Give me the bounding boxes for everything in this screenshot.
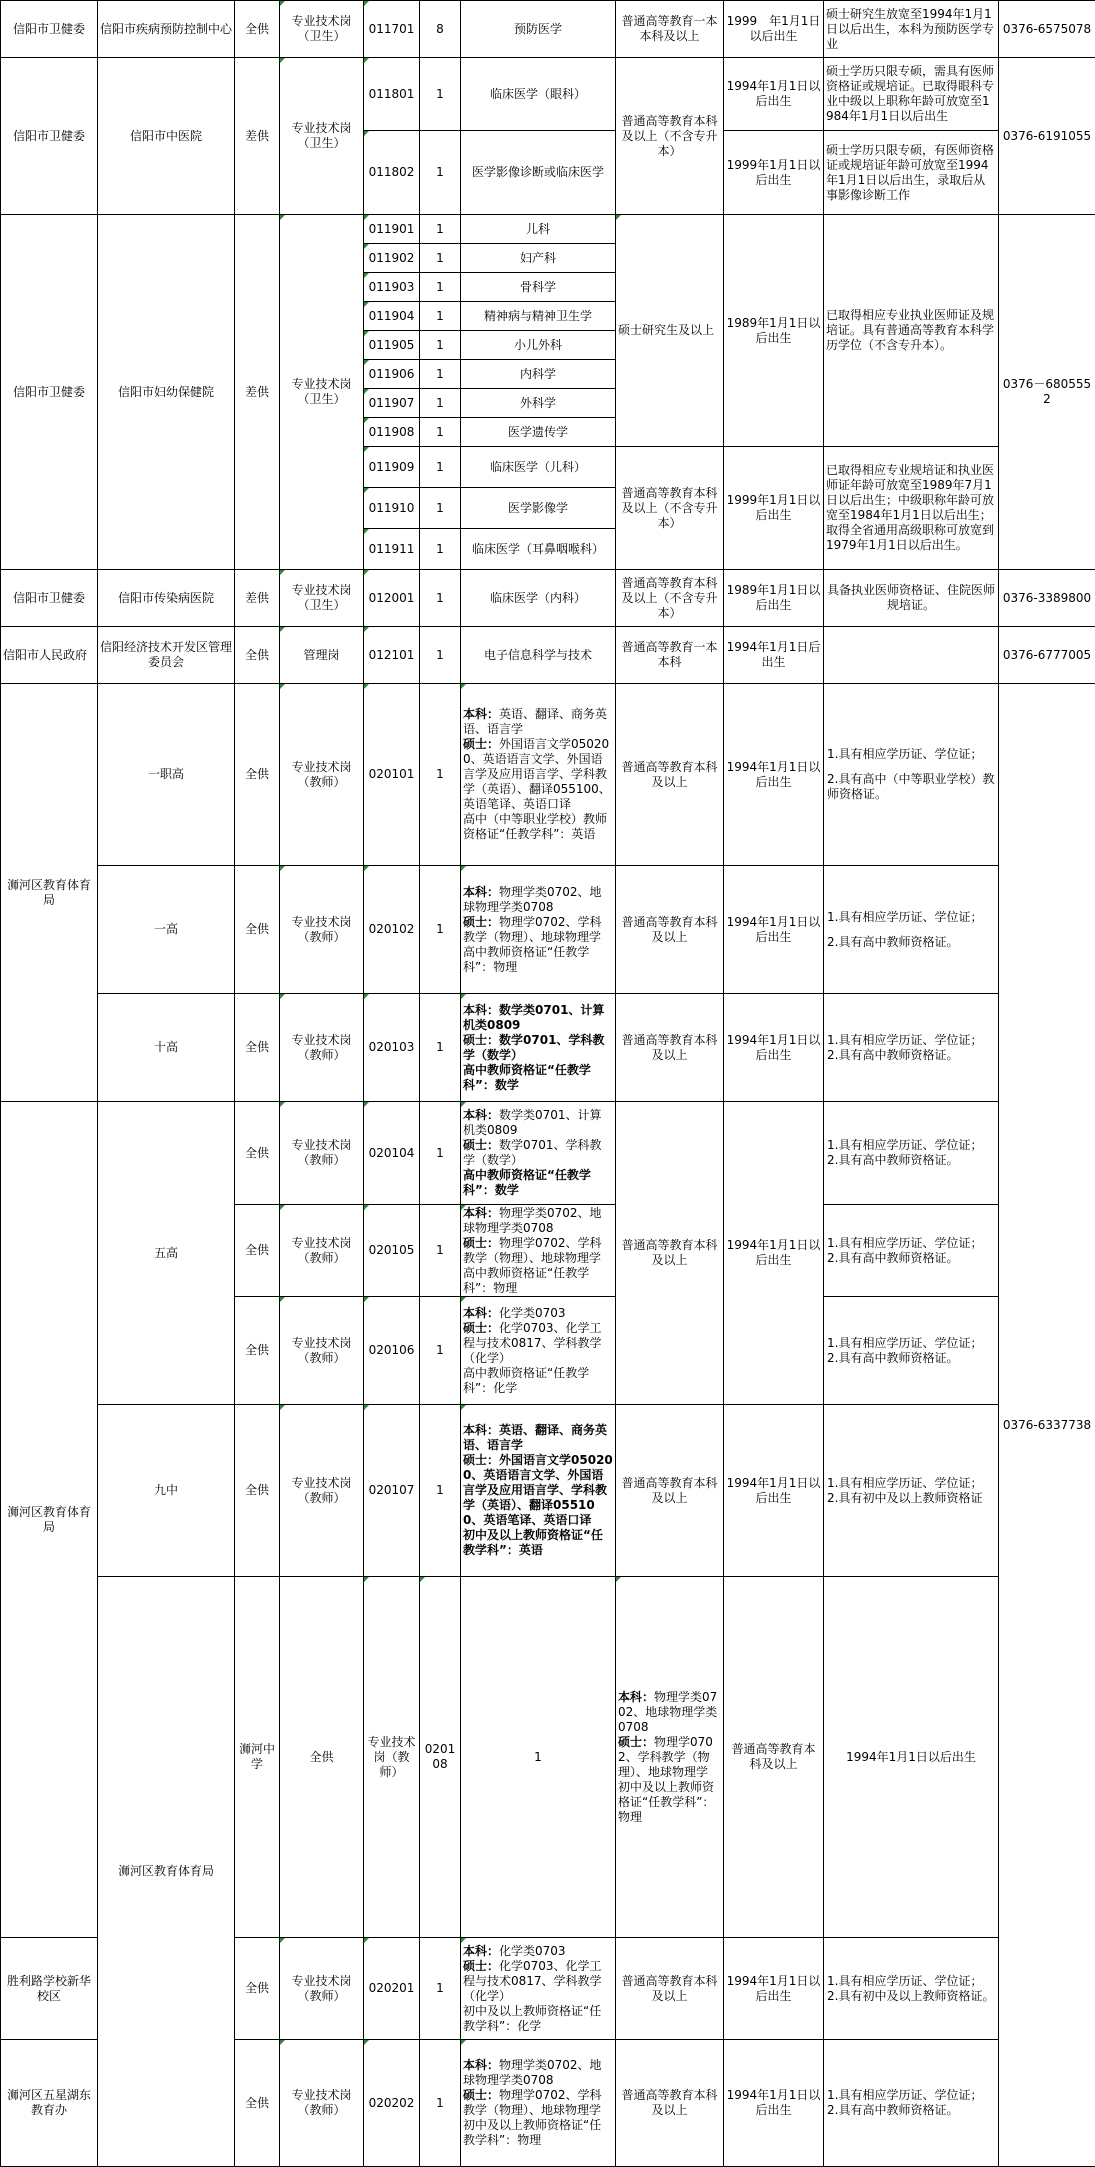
edu-cell: 普通高等教育本科及以上 [616, 1405, 724, 1577]
ss-text: 物理学0702、学科教学（物理）、地球物理学 [463, 1236, 602, 1265]
edu-cell: 普通高等教育一本本科 [616, 627, 724, 684]
req-cell: 硕士学历只限专硕，需具有医师资格证或规培证。已取得眼科专业中级以上职称年龄可放宽至1984年1月1日以后出生 [824, 58, 999, 131]
bk-text: 物理学类0702、地球物理学类0708 [618, 1690, 717, 1734]
tel-cell: 0376-6575078 [999, 1, 1095, 58]
cert-text: 高中（中等职业学校）教师资格证“任教学科”：英语 [463, 812, 607, 841]
bk-label: 本科： [463, 1423, 499, 1437]
req-line: 1.具有相应学历证、学位证； [827, 910, 995, 925]
ss-label: 硕士： [463, 1959, 499, 1973]
post-cell: 专业技术岗（教师） [280, 1102, 364, 1205]
edu-cell: 硕士研究生及以上 [616, 215, 724, 447]
req-cell: 已取得相应专业规培证和执业医师证年龄可放宽至1989年7月1日以后出生；中级职称年龄可放宽至1984年1月1日以后出生；取得全省通用高级职称可放宽到1979年1月1日以后出生。 [824, 447, 999, 570]
num-cell: 1 [420, 418, 461, 447]
age-cell: 1989年1月1日以后出生 [724, 570, 824, 627]
req-line: 2.具有高中教师资格证。 [827, 935, 995, 950]
num-cell: 1 [420, 1297, 461, 1405]
code-cell: 020201 [364, 1938, 420, 2040]
major-cell: 外科学 [461, 389, 616, 418]
req-cell [824, 684, 999, 866]
edu-cell: 普通高等教育本科及以上 [616, 2040, 724, 2167]
age-cell: 1999年1月1日以后出生 [724, 131, 824, 215]
table-row [1, 994, 1095, 1102]
dept-cell: 信阳市卫健委 [1, 570, 98, 627]
age-cell: 1994年1月1日以后出生 [724, 684, 824, 866]
edu-cell: 普通高等教育本科及以上（不含专升本） [616, 570, 724, 627]
tel-cell: 0376-6777005 [999, 627, 1095, 684]
req-line: 2.具有初中及以上教师资格证。 [827, 1989, 995, 2004]
cert-text: 初中及以上教师资格证“任教学科”：物理 [618, 1780, 714, 1824]
req-cell [824, 994, 999, 1102]
cert-text: 高中教师资格证“任教学科”：物理 [463, 1266, 589, 1295]
fund-cell: 差供 [235, 570, 280, 627]
major-cell: 妇产科 [461, 244, 616, 273]
major-cell: 医学影像学 [461, 488, 616, 529]
table-row [1, 215, 1095, 244]
unit-cell: 九中 [98, 1405, 235, 1577]
post-cell: 专业技术岗（教师） [280, 1405, 364, 1577]
bk-label: 本科： [463, 1003, 499, 1017]
ss-text: 外国语言文学050200、英语语言文学、外国语言学及应用语言学、学科教学（英语）、翻译055100、英语笔译、英语口译 [463, 1453, 613, 1527]
dept-cell: 浉河区教育体育局 [1, 684, 98, 1102]
ss-label: 硕士： [463, 2088, 499, 2102]
req-line: 1.具有相应学历证、学位证； [827, 1236, 995, 1251]
cert-text: 初中及以上教师资格证“任教学科”：物理 [463, 2118, 601, 2147]
req-line: 1.具有相应学历证、学位证； [827, 1974, 995, 1989]
fund-cell: 全供 [235, 627, 280, 684]
unit-cell: 浉河区五星湖东教育办 [1, 2040, 98, 2167]
num-cell: 1 [420, 273, 461, 302]
num-cell: 1 [420, 1938, 461, 2040]
req-line: 2.具有高中（中等职业学校）教师资格证。 [827, 772, 995, 802]
post-cell: 专业技术岗（教师） [280, 2040, 364, 2167]
post-cell: 专业技术岗（卫生） [280, 1, 364, 58]
post-cell: 管理岗 [280, 627, 364, 684]
major-cell [461, 1297, 616, 1405]
fund-cell: 全供 [235, 1938, 280, 2040]
major-cell: 小儿外科 [461, 331, 616, 360]
fund-cell: 差供 [235, 215, 280, 570]
tel-cell: 0376-6337738 [999, 684, 1095, 2167]
code-cell: 012001 [364, 570, 420, 627]
major-cell: 精神病与精神卫生学 [461, 302, 616, 331]
code-cell: 011902 [364, 244, 420, 273]
code-cell: 011907 [364, 389, 420, 418]
ss-text: 物理学0702、学科教学（物理）、地球物理学 [618, 1735, 713, 1779]
ss-label: 硕士： [463, 1138, 499, 1152]
ss-label: 硕士： [463, 1033, 499, 1047]
req-cell [824, 1297, 999, 1405]
post-cell: 专业技术岗（卫生） [280, 58, 364, 215]
code-cell: 011701 [364, 1, 420, 58]
req-line: 2.具有高中教师资格证。 [827, 1251, 995, 1266]
req-cell [824, 627, 999, 684]
post-cell: 专业技术岗（教师） [280, 1297, 364, 1405]
fund-cell: 全供 [235, 2040, 280, 2167]
bk-text: 英语、翻译、商务英语、语言学 [463, 1423, 607, 1452]
code-cell: 020108 [420, 1577, 461, 1938]
ss-label: 硕士： [463, 915, 499, 929]
fund-cell: 全供 [235, 684, 280, 866]
edu-cell: 普通高等教育本科及以上 [616, 684, 724, 866]
code-cell: 011801 [364, 58, 420, 131]
num-cell: 1 [461, 1577, 616, 1938]
req-line: 1.具有相应学历证、学位证； [827, 1476, 995, 1491]
ss-text: 物理学0702、学科教学（物理）、地球物理学 [463, 2088, 602, 2117]
age-cell: 1994年1月1日以后出生 [824, 1577, 999, 1938]
bk-text: 数学类0701、计算机类0809 [463, 1003, 604, 1032]
unit-cell: 胜利路学校新华校区 [1, 1938, 98, 2040]
req-cell [824, 866, 999, 994]
bk-label: 本科： [463, 707, 499, 721]
major-cell [461, 1102, 616, 1205]
age-cell: 1994年1月1日以后出生 [724, 1405, 824, 1577]
ss-label: 硕士： [463, 1321, 499, 1335]
unit-cell: 信阳市传染病医院 [98, 570, 235, 627]
code-cell: 011906 [364, 360, 420, 389]
num-cell: 1 [420, 131, 461, 215]
num-cell: 1 [420, 58, 461, 131]
req-cell [824, 1205, 999, 1297]
bk-label: 本科： [618, 1690, 654, 1704]
ss-text: 数学0701、学科教学（数学） [463, 1033, 604, 1062]
bk-label: 本科： [463, 1944, 499, 1958]
cert-text: 初中及以上教师资格证“任教学科”：英语 [463, 1528, 603, 1557]
table-row [1, 1102, 1095, 1205]
code-cell: 011910 [364, 488, 420, 529]
unit-cell: 一高 [98, 866, 235, 994]
code-cell: 011908 [364, 418, 420, 447]
major-cell [461, 994, 616, 1102]
num-cell: 1 [420, 627, 461, 684]
bk-text: 数学类0701、计算机类0809 [463, 1108, 602, 1137]
code-cell: 020102 [364, 866, 420, 994]
ss-text: 数学0701、学科教学（数学） [463, 1138, 602, 1167]
code-cell: 011904 [364, 302, 420, 331]
ss-text: 物理学0702、学科教学（物理）、地球物理学 [463, 915, 602, 944]
req-line: 1.具有相应学历证、学位证； [827, 1033, 995, 1048]
age-cell: 1994年1月1日以后出生 [724, 1102, 824, 1405]
age-cell: 1999 年1月1日以后出生 [724, 1, 824, 58]
num-cell: 1 [420, 570, 461, 627]
edu-cell: 普通高等教育本科及以上（不含专升本） [616, 447, 724, 570]
num-cell: 1 [420, 389, 461, 418]
ss-label: 硕士： [618, 1735, 654, 1749]
fund-cell: 全供 [235, 1102, 280, 1205]
fund-cell: 全供 [235, 1405, 280, 1577]
tel-cell: 0376-6191055 [999, 58, 1095, 215]
ss-text: 化学0703、化学工程与技术0817、学科教学（化学） [463, 1321, 602, 1365]
cert-text: 高中教师资格证“任教学科”：化学 [463, 1366, 589, 1395]
num-cell: 1 [420, 684, 461, 866]
tel-cell: 0376-3389800 [999, 570, 1095, 627]
bk-text: 物理学类0702、地球物理学类0708 [463, 2058, 602, 2087]
post-cell: 专业技术岗（教师） [280, 684, 364, 866]
major-cell: 临床医学（儿科） [461, 447, 616, 488]
major-cell: 骨科学 [461, 273, 616, 302]
cert-text: 高中教师资格证“任教学科”：数学 [463, 1063, 591, 1092]
bk-text: 物理学类0702、地球物理学类0708 [463, 885, 602, 914]
dept-cell: 信阳市人民政府 [1, 627, 98, 684]
age-cell: 1989年1月1日以后出生 [724, 215, 824, 447]
unit-cell: 浉河中学 [235, 1577, 280, 1938]
unit-cell: 十高 [98, 994, 235, 1102]
fund-cell: 差供 [235, 58, 280, 215]
cert-text: 高中教师资格证“任教学科”：数学 [463, 1168, 591, 1197]
age-cell: 1994年1月1日以后出生 [724, 994, 824, 1102]
major-cell [461, 2040, 616, 2167]
fund-cell: 全供 [235, 1297, 280, 1405]
unit-cell: 五高 [98, 1102, 235, 1405]
age-cell: 1994年1月1日以后出生 [724, 866, 824, 994]
post-cell: 专业技术岗（教师） [364, 1577, 420, 1938]
num-cell: 1 [420, 1405, 461, 1577]
major-cell: 医学遗传学 [461, 418, 616, 447]
age-cell: 1994年1月1日以后出生 [724, 58, 824, 131]
post-cell: 专业技术岗（教师） [280, 1938, 364, 2040]
unit-cell: 信阳经济技术开发区管理委员会 [98, 627, 235, 684]
num-cell: 1 [420, 302, 461, 331]
cert-text: 初中及以上教师资格证“任教学科”：化学 [463, 2004, 601, 2033]
code-cell: 011909 [364, 447, 420, 488]
req-line: 2.具有高中教师资格证。 [827, 1048, 995, 1063]
age-cell: 1994年1月1日以后出生 [724, 2040, 824, 2167]
cert-text: 高中教师资格证“任教学科”：物理 [463, 945, 589, 974]
major-cell [461, 1405, 616, 1577]
major-cell: 临床医学（内科） [461, 570, 616, 627]
req-line: 2.具有高中教师资格证。 [827, 1153, 995, 1168]
num-cell: 1 [420, 1205, 461, 1297]
ss-label: 硕士： [463, 737, 499, 751]
major-cell: 内科学 [461, 360, 616, 389]
major-cell [616, 1577, 724, 1938]
dept-cell: 信阳市卫健委 [1, 215, 98, 570]
major-cell [461, 684, 616, 866]
post-cell: 专业技术岗（卫生） [280, 570, 364, 627]
edu-cell: 普通高等教育本科及以上（不含专升本） [616, 58, 724, 215]
req-line: 2.具有高中教师资格证。 [827, 1351, 995, 1366]
req-cell: 硕士研究生放宽至1994年1月1日以后出生，本科为预防医学专业 [824, 1, 999, 58]
post-cell: 专业技术岗（教师） [280, 866, 364, 994]
bk-text: 化学类0703 [499, 1306, 566, 1320]
req-cell: 硕士学历只限专硕，有医师资格证或规培证年龄可放宽至1994年1月1日以后出生，录取后从事影像诊断工作 [824, 131, 999, 215]
age-cell: 1994年1月1日后出生 [724, 627, 824, 684]
num-cell: 1 [420, 215, 461, 244]
bk-label: 本科： [463, 1108, 499, 1122]
dept-cell: 浉河区教育体育局 [1, 1102, 98, 1938]
req-line: 1.具有相应学历证、学位证； [827, 1336, 995, 1351]
bk-label: 本科： [463, 885, 499, 899]
major-cell: 临床医学（眼科） [461, 58, 616, 131]
edu-cell: 普通高等教育一本本科及以上 [616, 1, 724, 58]
major-cell: 电子信息科学与技术 [461, 627, 616, 684]
table-row [1, 1, 1095, 58]
num-cell: 1 [420, 1102, 461, 1205]
post-cell: 专业技术岗（卫生） [280, 215, 364, 570]
num-cell: 1 [420, 447, 461, 488]
edu-cell: 普通高等教育本科及以上 [616, 1938, 724, 2040]
bk-text: 物理学类0702、地球物理学类0708 [463, 1206, 602, 1235]
num-cell: 1 [420, 244, 461, 273]
req-line: 2.具有高中教师资格证。 [827, 2103, 995, 2118]
fund-cell: 全供 [235, 1205, 280, 1297]
req-cell [824, 1405, 999, 1577]
table-row [1, 1405, 1095, 1577]
edu-cell: 普通高等教育本科及以上 [724, 1577, 824, 1938]
num-cell: 1 [420, 866, 461, 994]
req-cell [824, 2040, 999, 2167]
age-cell: 1994年1月1日以后出生 [724, 1938, 824, 2040]
major-cell: 医学影像诊断或临床医学 [461, 131, 616, 215]
tel-cell: 0376－6805552 [999, 215, 1095, 570]
major-cell [461, 1938, 616, 2040]
code-cell: 020104 [364, 1102, 420, 1205]
req-line: 1.具有相应学历证、学位证； [827, 747, 995, 762]
req-cell: 具备执业医师资格证、住院医师规培证。 [824, 570, 999, 627]
dept-cell: 信阳市卫健委 [1, 58, 98, 215]
code-cell: 020107 [364, 1405, 420, 1577]
fund-cell: 全供 [235, 866, 280, 994]
post-cell: 专业技术岗（教师） [280, 994, 364, 1102]
bk-text: 英语、翻译、商务英语、语言学 [463, 707, 607, 736]
code-cell: 011911 [364, 529, 420, 570]
major-cell: 预防医学 [461, 1, 616, 58]
bk-label: 本科： [463, 1306, 499, 1320]
unit-cell: 信阳市疾病预防控制中心 [98, 1, 235, 58]
num-cell: 1 [420, 360, 461, 389]
table-row [1, 684, 1095, 866]
fund-cell: 全供 [235, 1, 280, 58]
ss-label: 硕士： [463, 1453, 499, 1467]
code-cell: 020202 [364, 2040, 420, 2167]
bk-label: 本科： [463, 2058, 499, 2072]
fund-cell: 全供 [280, 1577, 364, 1938]
code-cell: 011903 [364, 273, 420, 302]
req-cell [824, 1938, 999, 2040]
unit-cell: 信阳市妇幼保健院 [98, 215, 235, 570]
table-row [1, 627, 1095, 684]
code-cell: 011901 [364, 215, 420, 244]
fund-cell: 全供 [235, 994, 280, 1102]
table-row [1, 866, 1095, 994]
code-cell: 020103 [364, 994, 420, 1102]
num-cell: 1 [420, 2040, 461, 2167]
dept-cell: 浉河区教育体育局 [98, 1577, 235, 2167]
major-cell: 儿科 [461, 215, 616, 244]
ss-label: 硕士： [463, 1236, 499, 1250]
req-cell: 已取得相应专业执业医师证及规培证。具有普通高等教育本科学历学位（不含专升本）。 [824, 215, 999, 447]
bk-label: 本科： [463, 1206, 499, 1220]
unit-cell: 信阳市中医院 [98, 58, 235, 215]
code-cell: 011905 [364, 331, 420, 360]
req-line: 1.具有相应学历证、学位证； [827, 2088, 995, 2103]
table-row [1, 58, 1095, 131]
post-cell: 专业技术岗（教师） [280, 1205, 364, 1297]
num-cell: 8 [420, 1, 461, 58]
unit-cell: 一职高 [98, 684, 235, 866]
num-cell: 1 [420, 331, 461, 360]
code-cell: 020101 [364, 684, 420, 866]
req-line: 1.具有相应学历证、学位证； [827, 1138, 995, 1153]
major-cell [461, 866, 616, 994]
edu-cell: 普通高等教育本科及以上 [616, 994, 724, 1102]
major-cell [461, 1205, 616, 1297]
num-cell: 1 [420, 529, 461, 570]
edu-cell: 普通高等教育本科及以上 [616, 1102, 724, 1405]
table-row [1, 1577, 1095, 1938]
age-cell: 1999年1月1日以后出生 [724, 447, 824, 570]
code-cell: 012101 [364, 627, 420, 684]
ss-text: 外国语言文学050200、英语语言文学、外国语言学及应用语言学、学科教学（英语）、翻译055100、英语笔译、英语口译 [463, 737, 611, 811]
code-cell: 020105 [364, 1205, 420, 1297]
major-cell: 临床医学（耳鼻咽喉科） [461, 529, 616, 570]
req-line: 2.具有初中及以上教师资格证 [827, 1491, 995, 1506]
table-row [1, 570, 1095, 627]
num-cell: 1 [420, 994, 461, 1102]
edu-cell: 普通高等教育本科及以上 [616, 866, 724, 994]
code-cell: 020106 [364, 1297, 420, 1405]
ss-text: 化学0703、化学工程与技术0817、学科教学（化学） [463, 1959, 602, 2003]
req-cell [824, 1102, 999, 1205]
num-cell: 1 [420, 488, 461, 529]
code-cell: 011802 [364, 131, 420, 215]
bk-text: 化学类0703 [499, 1944, 566, 1958]
dept-cell: 信阳市卫健委 [1, 1, 98, 58]
